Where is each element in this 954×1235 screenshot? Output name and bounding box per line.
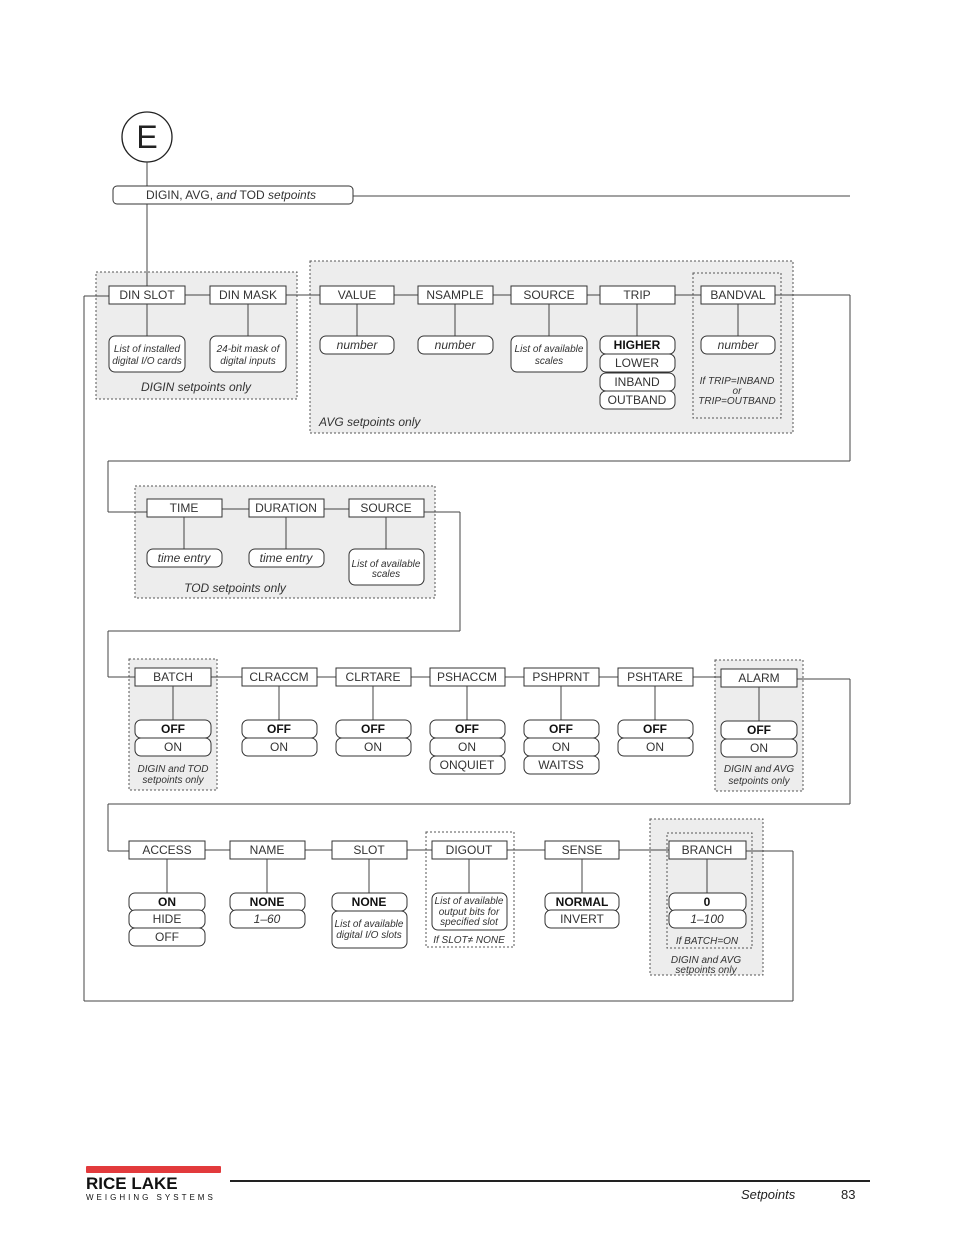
name-option-none-text: NONE (249, 895, 285, 909)
time-label: TIME (169, 501, 199, 515)
pshaccm-option-onquiet-text: ONQUIET (439, 758, 495, 772)
sense-label: SENSE (561, 843, 603, 857)
pshaccm-option-on-text: ON (458, 740, 476, 754)
digout-note: If SLOT≠ NONE (433, 935, 505, 946)
name-label: NAME (249, 843, 285, 857)
avg-source-param-line2: scales (534, 356, 564, 367)
footer-section-title: Setpoints (741, 1187, 796, 1202)
alarm-option-off-text: OFF (747, 723, 771, 737)
pshtare-option-off-text: OFF (643, 722, 667, 736)
pshaccm-label: PSHACCM (436, 670, 498, 684)
alarm-note-line2: setpoints only (728, 776, 790, 787)
clrtare-option-off-text: OFF (361, 722, 385, 736)
branch-option-zero-text: 0 (703, 895, 711, 909)
bandval-param-text: number (717, 338, 759, 352)
avg-region-note: AVG setpoints only (319, 415, 421, 429)
branch-option-range-text: 1–100 (690, 912, 724, 926)
slot-label: SLOT (353, 843, 385, 857)
digout-param-line2: output bits for (438, 907, 500, 918)
batch-option-off-text: OFF (161, 722, 185, 736)
pshprnt-option-on-text: ON (552, 740, 570, 754)
brand-logo (86, 1166, 221, 1202)
access-label: ACCESS (142, 843, 192, 857)
trip-label: TRIP (623, 288, 651, 302)
access-option-hide-text: HIDE (152, 912, 182, 926)
digout-label: DIGOUT (445, 843, 493, 857)
slot-option-none-text: NONE (351, 895, 387, 909)
logo-brand-name: RICE LAKE (86, 1174, 178, 1193)
batch-label: BATCH (153, 670, 193, 684)
digin-region-note: DIGIN setpoints only (140, 380, 252, 394)
clrtare-option-on-text: ON (364, 740, 382, 754)
duration-param-text: time entry (259, 551, 313, 565)
branch-region-note-line2: setpoints only (675, 965, 737, 976)
digout-param-line3: specified slot (440, 917, 498, 928)
trip-option-outband-text: OUTBAND (607, 393, 667, 407)
duration-label: DURATION (255, 501, 317, 515)
din-slot-param-line1: List of installed (113, 344, 181, 355)
tod-source-param-line1: List of available (351, 559, 421, 570)
din-mask-param-line1: 24-bit mask of (216, 344, 280, 355)
branch-note: If BATCH=ON (675, 936, 739, 947)
value-param-text: number (336, 338, 378, 352)
sense-option-invert-text: INVERT (560, 912, 604, 926)
alarm-option-on-text: ON (750, 741, 768, 755)
batch-note-line1: DIGIN and TOD (137, 764, 209, 775)
value-label: VALUE (337, 288, 377, 302)
pshtare-label: PSHTARE (627, 670, 683, 684)
bandval-note-line3: TRIP=OUTBAND (698, 396, 776, 407)
clrtare-label: CLRTARE (345, 670, 401, 684)
pshprnt-option-off-text: OFF (549, 722, 573, 736)
sense-option-normal-text: NORMAL (555, 895, 609, 909)
din-slot-param-line2: digital I/O cards (112, 356, 182, 367)
din-mask-param-line2: digital inputs (220, 356, 276, 367)
pshaccm-option-off-text: OFF (455, 722, 479, 736)
pshprnt-label: PSHPRNT (532, 670, 590, 684)
root-menu-label: DIGIN, AVG, and TOD setpoints (145, 188, 317, 202)
din-slot-label: DIN SLOT (119, 288, 175, 302)
trip-option-higher-text: HIGHER (613, 338, 661, 352)
din-mask-label: DIN MASK (218, 288, 278, 302)
trip-option-lower-text: LOWER (614, 356, 660, 370)
tod-source-param-line2: scales (371, 569, 401, 580)
nsample-label: NSAMPLE (426, 288, 484, 302)
digout-param-line1: List of available (434, 896, 504, 907)
slot-param-line2: digital I/O slots (336, 930, 402, 941)
clraccm-option-on-text: ON (270, 740, 288, 754)
avg-source-label: SOURCE (523, 288, 575, 302)
tod-region-note: TOD setpoints only (184, 581, 286, 595)
logo-brand-sub: WEIGHING SYSTEMS (86, 1193, 216, 1202)
clraccm-label: CLRACCM (249, 670, 309, 684)
branch-label: BRANCH (681, 843, 733, 857)
bandval-note-line1: If TRIP=INBAND (699, 376, 775, 387)
bandval-note-line2: or (732, 386, 742, 397)
alarm-label: ALARM (738, 671, 780, 685)
pshtare-option-on-text: ON (646, 740, 664, 754)
avg-source-param-line1: List of available (514, 344, 584, 355)
clraccm-option-off-text: OFF (267, 722, 291, 736)
tod-source-label: SOURCE (360, 501, 412, 515)
branch-region-note-line1: DIGIN and AVG (670, 955, 742, 966)
alarm-note-line1: DIGIN and AVG (723, 764, 795, 775)
bandval-label: BANDVAL (710, 288, 766, 302)
section-letter: E (136, 119, 158, 155)
time-param-text: time entry (157, 551, 211, 565)
name-option-range-text: 1–60 (253, 912, 281, 926)
batch-option-on-text: ON (164, 740, 182, 754)
pshprnt-option-waitss-text: WAITSS (538, 758, 584, 772)
nsample-param-text: number (434, 338, 476, 352)
logo-bar (86, 1166, 221, 1173)
batch-note-line2: setpoints only (142, 775, 204, 786)
trip-option-inband-text: INBAND (614, 375, 660, 389)
footer-rule (230, 1180, 870, 1182)
footer-page-number: 83 (841, 1187, 856, 1202)
access-option-off-text: OFF (155, 930, 179, 944)
access-option-on-text: ON (158, 895, 176, 909)
slot-param-line1: List of available (334, 919, 404, 930)
